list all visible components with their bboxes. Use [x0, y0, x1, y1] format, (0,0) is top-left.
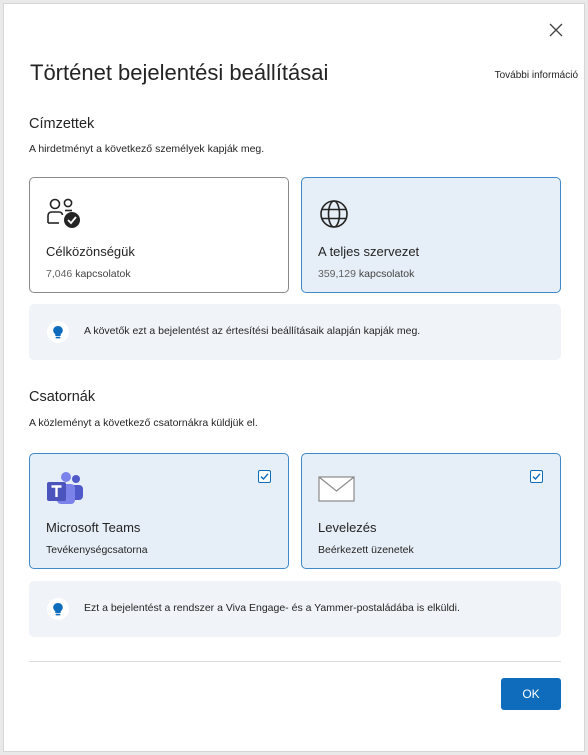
- audience-option-label: A teljes szervezet: [318, 244, 420, 259]
- close-button[interactable]: [546, 20, 566, 40]
- audience-count: 7,046 kapcsolatok: [46, 268, 131, 280]
- globe-icon: [318, 198, 350, 235]
- audience-option-followers[interactable]: [29, 177, 289, 293]
- recipients-heading: Címzettek: [29, 116, 95, 132]
- footer-divider: [29, 661, 561, 662]
- audience-count: 359,129 kapcsolatok: [318, 268, 415, 280]
- channels-info-text: Ezt a bejelentést a rendszer a Viva Engage- és a Yammer-postaládába is elküldi.: [84, 602, 460, 614]
- dialog-title: Történet bejelentési beállításai: [30, 60, 329, 85]
- channel-option-label: Microsoft Teams: [46, 520, 141, 535]
- channel-option-label: Levelezés: [318, 520, 377, 535]
- checkmark-icon: [260, 472, 269, 481]
- channel-option-teams[interactable]: [29, 453, 289, 569]
- channels-description: A közleményt a következő csatornákra küldjük el.: [29, 417, 258, 429]
- audience-option-label: Célközönségük: [46, 244, 135, 259]
- lightbulb-icon: [47, 321, 69, 343]
- channel-option-mail[interactable]: [301, 453, 561, 569]
- ok-button[interactable]: OK: [501, 678, 561, 710]
- checkmark-icon: [532, 472, 541, 481]
- recipients-description: A hirdetményt a következő személyek kapják meg.: [29, 143, 265, 155]
- channels-heading: Csatornák: [29, 389, 96, 405]
- channel-option-sub: Tevékenységcsatorna: [46, 544, 148, 556]
- people-check-icon: [46, 197, 82, 234]
- mail-checkbox[interactable]: [530, 470, 543, 483]
- recipients-info-banner: [29, 304, 561, 360]
- audience-option-organization[interactable]: [301, 177, 561, 293]
- teams-icon: [46, 471, 84, 512]
- lightbulb-icon: [47, 598, 69, 620]
- mail-icon: [318, 474, 356, 509]
- channel-option-sub: Beérkezett üzenetek: [318, 544, 414, 556]
- recipients-info-text: A követők ezt a bejelentést az értesítési beállításaik alapján kapják meg.: [84, 325, 421, 337]
- more-info-link[interactable]: További információ: [494, 70, 578, 81]
- close-icon: [549, 23, 563, 37]
- story-announcement-dialog: [3, 3, 585, 752]
- teams-checkbox[interactable]: [258, 470, 271, 483]
- channels-info-banner: [29, 581, 561, 637]
